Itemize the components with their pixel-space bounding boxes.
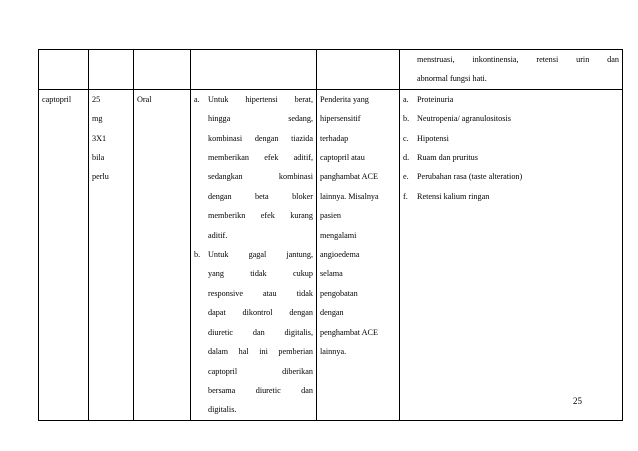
drug-name-cell [39,89,89,420]
side-effect-text: Perubahan rasa (taste alteration) [417,172,523,182]
contraindication-line: hipersensitif [320,114,361,124]
side-effect-text: Neutropenia/ agranulositosis [417,114,511,124]
indication-line: memberikn efek kurang [208,211,313,221]
route: Oral [137,94,152,104]
indication-line: dalam hal ini pemberian [208,347,313,357]
indication-item [194,245,313,420]
contraindication-line: panghambat ACE [320,172,378,182]
contraindication-line: pengobatan [320,288,358,298]
drug-row [39,89,623,420]
dose-line: perlu [92,172,109,182]
indication-line: Untuk hipertensi berat, [208,94,313,104]
contraindication-line: dengan [320,308,344,318]
indication-line: responsive atau tidak [208,288,313,298]
indication-line: aditif. [208,230,228,240]
dose-cell [89,89,134,420]
dose-line: bila [92,153,105,163]
side-effect-marker: e. [403,172,409,182]
continuation-line: menstruasi, inkontinensia, retensi urin dan [417,55,619,64]
contraindication-line: mengalami [320,230,357,240]
side-effect-text: Proteinuria [417,94,454,104]
contraindication-line: angioedema [320,250,360,260]
dose-line: 25 [92,94,101,104]
side-effect-text: Ruam dan pruritus [417,153,478,163]
side-effect-marker: c. [403,133,409,143]
indication-cell [191,89,317,420]
contraindication-line: penghambat ACE [320,327,378,337]
indication-line: dapat dikontrol dengan [208,308,313,318]
cell-empty [39,50,89,90]
side-effect-marker: d. [403,153,410,163]
side-effect-marker: f. [403,191,408,201]
page-number: 25 [573,396,582,406]
side-effect-item [403,90,619,109]
side-effect-text: Retensi kalium ringan [417,191,490,201]
contraindication-line: lainnya. [320,347,347,357]
contraindication-line: pasien [320,211,341,221]
drug-table [38,49,623,421]
indication-line: Untuk gagal jantung, [208,250,313,260]
side-effect-text: Hipotensi [417,133,449,143]
dose-line: mg [92,114,103,124]
contraindication-line: captopril atau [320,153,365,163]
side-effect-item [403,129,619,148]
contraindication-line: selama [320,269,343,279]
continuation-line: abnormal fungsi hati. [417,74,487,84]
indication-line: memberikan efek aditif, [208,153,313,163]
cell-empty [317,50,400,90]
cell-empty [134,50,191,90]
cell-empty [191,50,317,90]
indication-line: dengan beta bloker [208,191,313,201]
side-effects-continuation-cell [400,50,623,90]
side-effect-item [403,109,619,128]
indication-marker: a. [194,94,200,104]
cell-empty [89,50,134,90]
indication-line: hingga sedang, [208,114,313,124]
side-effect-item [403,167,619,186]
drug-name: captopril [42,94,72,104]
contraindication-line: lainnya. Misalnya [320,191,379,201]
contraindication-line: terhadap [320,133,349,143]
side-effect-item [403,148,619,167]
indication-line: diuretic dan digitalis, [208,327,313,337]
continuation-row [39,50,623,90]
side-effect-item [403,187,619,206]
dose-line: 3X1 [92,133,107,143]
side-effects-cell [400,89,623,420]
indication-line: bersama diuretic dan [208,385,313,395]
contraindication-cell [317,89,400,420]
indication-marker: b. [194,250,201,260]
indication-line: digitalis. [208,405,237,415]
side-effect-marker: a. [403,94,409,104]
indication-line: yang tidak cukup [208,269,313,279]
contraindication-line: Penderita yang [320,94,369,104]
indication-line: captopril diberikan [208,366,313,376]
indication-line: kombinasi dengan tiazida [208,133,313,143]
route-cell [134,89,191,420]
indication-line: sedangkan kombinasi [208,172,313,182]
side-effect-marker: b. [403,114,410,124]
indication-item [194,90,313,245]
